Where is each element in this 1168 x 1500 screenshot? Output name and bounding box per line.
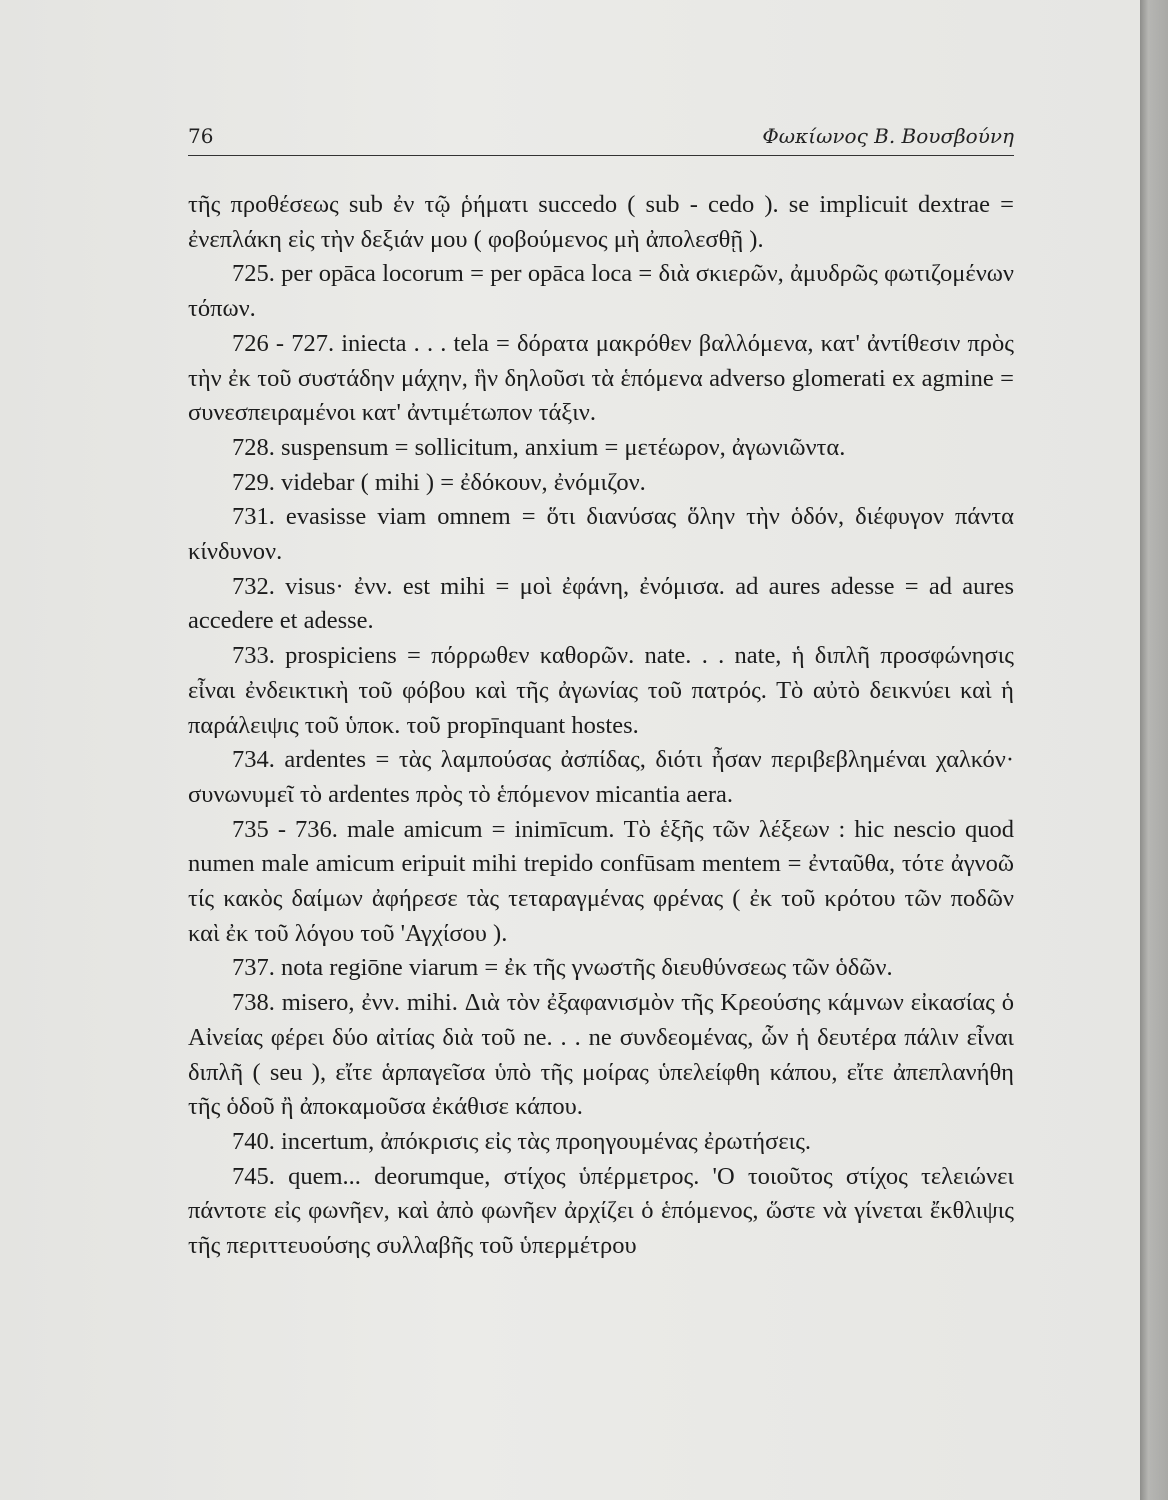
entry-737: 737. nota regiōne viarum = ἐκ τῆς γνωστῆς διευθύνσεως τῶν ὁδῶν. xyxy=(232,954,893,982)
page-edge xyxy=(1140,0,1168,1500)
page-number: 76 xyxy=(188,124,214,148)
page-header xyxy=(188,120,1014,156)
entry-732: 732. visus· ἐνν. est mihi = μοὶ ἐφάνη, ἐνόμισα. ad aures adesse = ad aures accedere et adesse. xyxy=(188,572,1014,635)
entry-745: 745. quem... deorumque, στίχος ὑπέρμετρος. 'Ο τοιοῦτος στίχος τελειώνει πάντοτε εἰς φωνῆεν, καὶ ἀπὸ φωνῆεν ἀρχίζει ὁ ἑπόμενος, ὥστε νὰ γίνεται ἔκθλιψις τῆς περιττευούσης συλλαβῆς τοῦ ὑπερμέτρου xyxy=(188,1162,1014,1260)
entry-733: 733. prospiciens = πόρρωθεν καθορῶν. nate. . . nate, ἡ διπλῆ προσφώνησις εἶναι ἐνδεικτικὴ τοῦ φόβου καὶ τῆς ἀγωνίας τοῦ πατρός. Τὸ αὐτὸ δεικνύει καὶ ἡ παράλειψις τοῦ ὑποκ. τοῦ propīnquant hostes. xyxy=(188,642,1014,739)
entry-740: 740. incertum, ἀπόκρισις εἰς τὰς προηγουμένας ἐρωτήσεις. xyxy=(232,1127,812,1155)
running-title: Φωκίωνος Β. Βουσβούνη xyxy=(762,124,1014,148)
header-rule xyxy=(188,155,1014,156)
entry-735-736: 735 - 736. male amicum = inimīcum. Τὸ ἑξῆς τῶν λέξεων : hic nescio quod numen male amicum eripuit mihi trepido confūsam mentem = ἐνταῦθα, τότε ἀγνοῶ τίς κακὸς δαίμων ἀφήρεσε τὰς τεταραγμένας φρένας ( ἐκ τοῦ κρότου τῶν ποδῶν καὶ ἐκ τοῦ λόγου τοῦ 'Αγχίσου ). xyxy=(188,815,1014,947)
commentary-text xyxy=(188,188,1014,1264)
entry-729: 729. videbar ( mihi ) = ἐδόκουν, ἐνόμιζον. xyxy=(232,468,646,496)
entry-734: 734. ardentes = τὰς λαμπούσας ἀσπίδας, διότι ἦσαν περιβεβλημέναι χαλκόν· συνωνυμεῖ τὸ ardentes πρὸς τὸ ἑπόμενον micantia aera. xyxy=(188,746,1014,808)
entry-731: 731. evasisse viam omnem = ὅτι διανύσας ὅλην τὴν ὁδόν, διέφυγον πάντα κίνδυνον. xyxy=(188,503,1014,566)
paragraph-continuation: τῆς προθέσεως sub ἐν τῷ ῥήματι succedo ( sub - cedo ). se implicuit dextrae = ἐνεπλάκη εἰς τὴν δεξιάν μου ( φοβούμενος μὴ ἀπολεσθῇ ). xyxy=(188,191,1014,253)
entry-725: 725. per opāca locorum = per opāca loca = διὰ σκιερῶν, ἀμυδρῶς φωτιζομένων τόπων. xyxy=(188,260,1014,323)
entry-728: 728. suspensum = sollicitum, anxium = μετέωρον, ἀγωνιῶντα. xyxy=(232,433,846,461)
entry-738: 738. misero, ἐνν. mihi. Διὰ τὸν ἐξαφανισμὸν τῆς Κρεούσης κάμνων εἰκασίας ὁ Αἰνείας φέρει δύο αἰτίας διὰ τοῦ ne. . . ne συνδεομένας, ὧν ἡ δευτέρα πάλιν εἶναι διπλῆ ( seu ), εἴτε ἁρπαγεῖσα ὑπὸ τῆς μοίρας ὑπελείφθη κάπου, εἴτε ἀπεπλανήθη τῆς ὁδοῦ ἢ ἀποκαμοῦσα ἐκάθισε κάπου. xyxy=(188,989,1014,1121)
entry-726-727: 726 - 727. iniecta . . . tela = δόρατα μακρόθεν βαλλόμενα, κατ' ἀντίθεσιν πρὸς τὴν ἐκ τοῦ συστάδην μάχην, ἣν δηλοῦσι τὰ ἑπόμενα adverso glomerati ex agmine = συνεσπειραμένοι κατ' ἀντιμέτωπον τάξιν. xyxy=(188,329,1014,427)
